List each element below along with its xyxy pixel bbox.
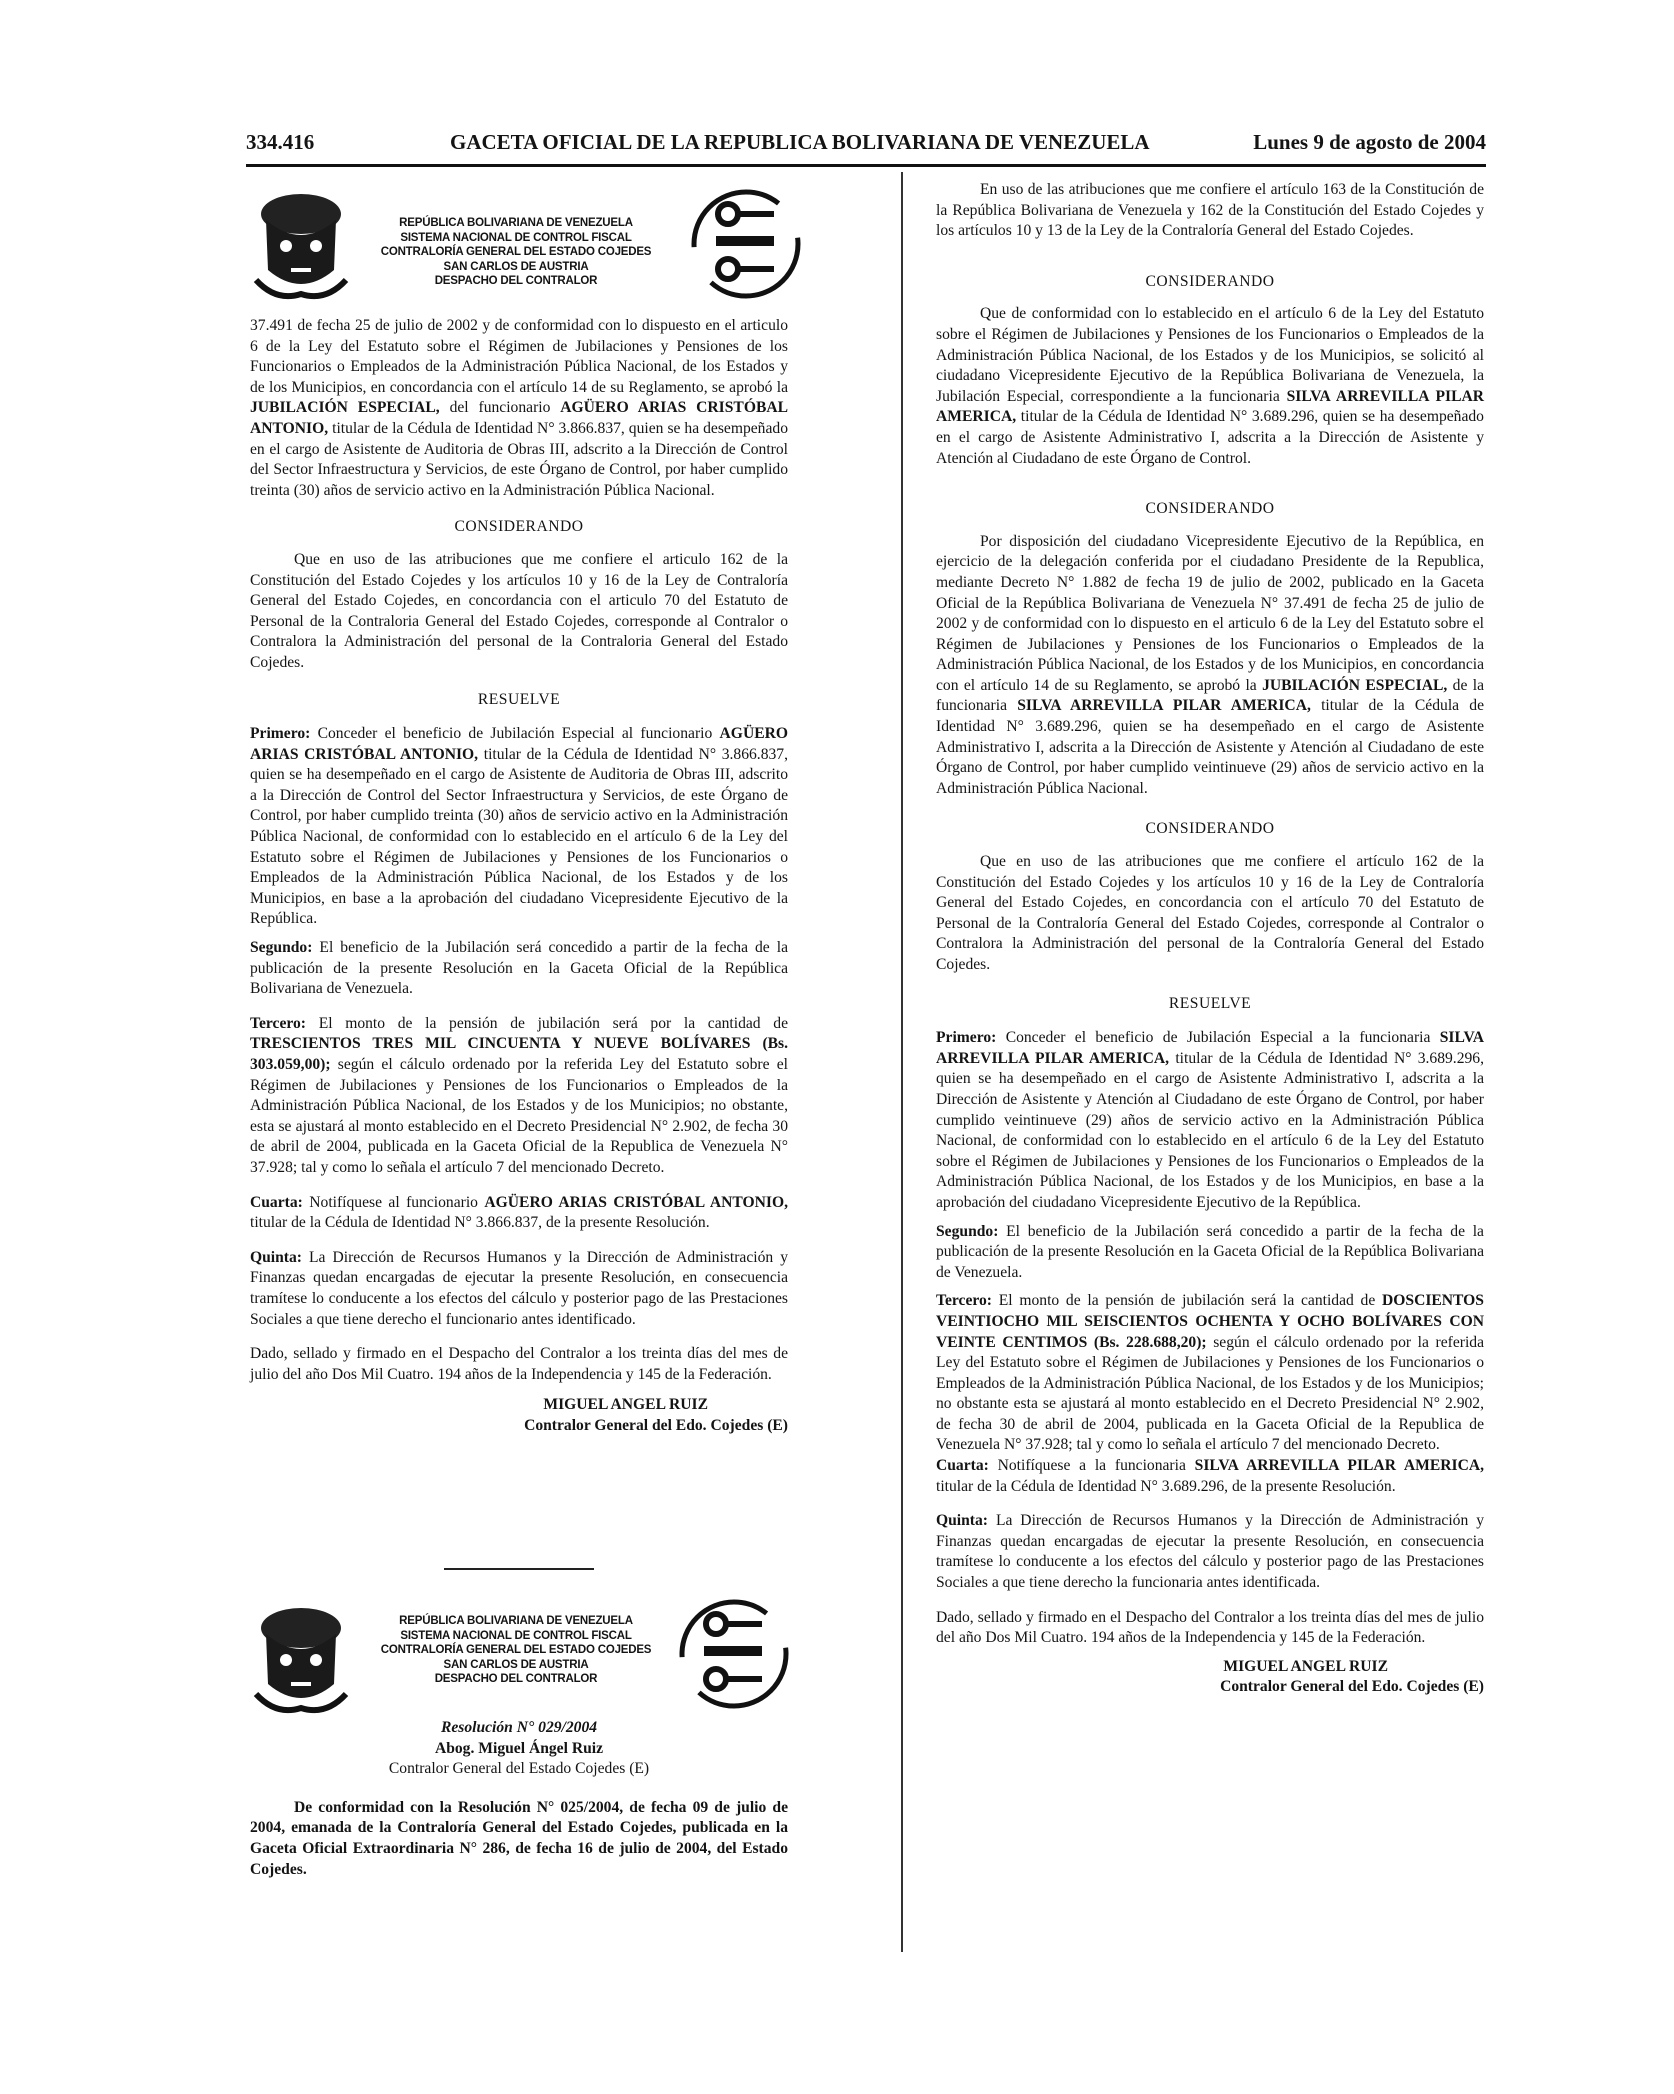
left-resuelve-heading: RESUELVE — [477, 690, 561, 708]
right-dado: Dado, sellado y firmado en el Despacho del Contralor a los treinta días del mes de julio del año Dos Mil Cuatro. 194 años de la Independencia y 145 de la Federación. — [936, 1608, 1484, 1647]
right-considerando-2-text: Por disposición del ciudadano Vicepresidente Ejecutivo de la República, en ejercicio de la delegación conferida por el ciudadano Presidente de la Republica, mediante Decreto N° 1.882 de fecha 19 de julio de 2002, publicado en la Gaceta Oficial de la República Bolivariana de Venezuela N° 37.491 de fecha 25 de julio de 2002 y de conformidad con lo dispuesto en el articulo 6 de la Ley del Estatuto sobre el Régimen de Jubilaciones y Pensiones de los Funcionarios o Empleados de la Administración Pública Nacional, de los Estados y de los Municipios, en concordancia con el artículo 14 de su Reglamento, se aprobó la JUBILACIÓN ESPECIAL, de la funcionaria SILVA ARREVILLA PILAR AMERICA, titular de la Cédula de Identidad N° 3.689.296, quien se ha desempeñado en el cargo de Asistente Administrativo I, adscrita a la Dirección de Asistente y Atención al Ciudadano de este Órgano de Control, por haber cumplido veintinueve (29) años de servicio activo en la Administración Pública Nacional. — [936, 532, 1485, 797]
seal-line-2: SISTEMA NACIONAL DE CONTROL FISCAL — [400, 1629, 632, 1642]
page-header — [246, 128, 1486, 167]
right-signature-title: Contralor General del Edo. Cojedes (E) — [1220, 1678, 1484, 1696]
left-intro: 37.491 de fecha 25 de julio de 2002 y de conformidad con lo dispuesto en el articulo 6 de la Ley del Estatuto sobre el Régimen de Jubilaciones y Pensiones de los Funcionarios o Empleados de la Administración Pública Nacional, de los Estados y de los Municipios, en concordancia con el artículo 14 de su Reglamento, se aprobó la JUBILACIÓN ESPECIAL, del funcionario AGÜERO ARIAS CRISTÓBAL ANTONIO, titular de la Cédula de Identidad N° 3.866.837, quien se ha desempeñado en el cargo de Asistente de Auditoria de Obras III, adscrito a la Dirección de Control del Sector Infraestructura y Servicios, de este Órgano de Control, por haber cumplido treinta (30) años de servicio activo en la Administración Pública Nacional. — [250, 317, 789, 499]
left-dado: Dado, sellado y firmado en el Despacho del Contralor a los treinta días del mes de julio del año Dos Mil Cuatro. 194 años de la Independencia y 145 de la Federación. — [250, 1345, 788, 1383]
fiscal-control-seal-icon — [688, 184, 804, 304]
left-segundo: Segundo: El beneficio de la Jubilación será concedido a partir de la fecha de la publicación de la presente Resolución en la Gaceta Oficial de la República Bolivariana de Venezuela. — [250, 939, 788, 998]
left-signature-title: Contralor General del Edo. Cojedes (E) — [524, 1416, 788, 1434]
section-divider — [444, 1568, 594, 1570]
left-cuarta: Cuarta: Notifíquese al funcionario AGÜERO ARIAS CRISTÓBAL ANTONIO, titular de la Cédula de Identidad N° 3.866.837, de la presente Resolución. — [250, 1193, 789, 1232]
seal-line-5: DESPACHO DEL CONTRALOR — [434, 275, 598, 287]
seal-line-3: CONTRALORÍA GENERAL DEL ESTADO COJEDES — [380, 246, 652, 258]
seal-line-4: SAN CARLOS DE AUSTRIA — [443, 1658, 589, 1671]
left-considerando-text: Que en uso de las atribuciones que me confiere el articulo 162 de la Constitución del Estado Cojedes y los artículos 10 y 16 de la Ley de Contraloría General del Estado Cojedes, en concordancia con el articulo 70 del Estatuto de Personal de la Contraloria General del Estado Cojedes, corresponde al Contralor o Contralora la Administración del personal de la Contraloria General del Estado Cojedes. — [250, 550, 788, 671]
coat-of-arms-icon — [246, 1594, 356, 1722]
left-considerando-heading: CONSIDERANDO — [454, 518, 584, 536]
publication-title: GACETA OFICIAL DE LA REPUBLICA BOLIVARIANA DE VENEZUELA — [450, 130, 1150, 154]
resolucion-number: Resolución N° 029/2004 — [440, 1719, 598, 1736]
abog-title: Contralor General del Estado Cojedes (E) — [388, 1760, 650, 1778]
right-considerando-3: CONSIDERANDO — [1145, 820, 1275, 838]
right-column — [936, 180, 1484, 1698]
seal-line-4: SAN CARLOS DE AUSTRIA — [443, 260, 589, 273]
left-primero: Primero: Conceder el beneficio de Jubilación Especial al funcionario AGÜERO ARIAS CRISTÓBAL ANTONIO, titular de la Cédula de Identidad N° 3.866.837, quien se ha desempeñado en el cargo de Asistente de Auditoria de Obras III, adscrito a la Dirección de Control del Sector Infraestructura y Servicios, de este Órgano de Control, por haber cumplido treinta (30) años de servicio activo en la Administración Pública Nacional, de conformidad con lo establecido en el artículo 6 de la Ley del Estatuto sobre el Régimen de Jubilaciones y Pensiones de los Funcionarios o Empleados de la Administración Pública Nacional, de los Estados y de los Municipios, en base a la aprobación del ciudadano Vicepresidente Ejecutivo de la República. — [250, 725, 788, 928]
left-final-text: De conformidad con la Resolución N° 025/2004, de fecha 09 de julio de 2004, emanada de la Contraloría General del Estado Cojedes, publicada en la Gaceta Oficial Extraordinaria N° 286, de fecha 16 de julio de 2004, del Estado Cojedes. — [250, 1798, 788, 1878]
left-tercero: Tercero: El monto de la pensión de jubilación será por la cantidad de TRESCIENTOS TRES MIL CINCUENTA Y NUEVE BOLÍVARES (Bs. 303.059,00); según el cálculo ordenado por la referida Ley del Estatuto sobre el Régimen de Jubilaciones y Pensiones de los Funcionarios o Empleados de la Administración Pública Nacional, de los Estados y de los Municipios; no obstante, esta se ajustará al monto establecido en el Decreto Presidencial N° 2.902, de fecha 30 de abril de 2004, publicada en la Gaceta Oficial de la Republica de Venezuela N° 37.928; tal y como lo señala el artículo 7 del mencionado Decreto. — [250, 1014, 788, 1176]
right-considerando-3-text: Que en uso de las atribuciones que me confiere el artículo 162 de la Constitución del Estado Cojedes y los artículos 10 y 16 de la Ley de Contraloría General del Estado Cojedes, en concordancia con el artículo 70 del Estatuto de Personal de la Contraloría General del Estado Cojedes, corresponde al Contralor o Contralora la Administración del personal de la Contraloría General del Estado Cojedes. — [936, 853, 1484, 973]
right-considerando-1-text: Que de conformidad con lo establecido en el artículo 6 de la Ley del Estatuto sobre el Régimen de Jubilaciones y Pensiones de los Funcionarios o Empleados de la Administración Pública Nacional, de los Estados y de los Municipios, se solicitó al ciudadano Vicepresidente Ejecutivo de la República Bolivariana de Venezuela, la Jubilación Especial, correspondiente a la funcionaria SILVA ARREVILLA PILAR AMERICA, titular de la Cédula de Identidad N° 3.689.296, quien se ha desempeñado en el cargo de Asistente Administrativo I, adscrita a la Dirección de Asistente y Atención al Ciudadano de este Órgano de Control. — [936, 305, 1484, 467]
right-quinta: Quinta: La Dirección de Recursos Humanos y la Dirección de Administración y Finanzas quedan encargadas de ejecutar la presente Resolución, en consecuencia tramítese lo conducente a los efectos del cálculo y posterior pago de las Prestaciones Sociales a que tiene derecho la funcionaria antes identificada. — [936, 1512, 1484, 1592]
publication-date: Lunes 9 de agosto de 2004 — [1253, 130, 1486, 154]
seal-line-2: SISTEMA NACIONAL DE CONTROL FISCAL — [400, 231, 632, 244]
left-quinta: Quinta: La Dirección de Recursos Humanos y la Dirección de Administración y Finanzas quedan encargadas de ejecutar la presente Resolución, en consecuencia tramítese lo conducente a los efectos del cálculo y posterior pago de las Prestaciones Sociales a que tiene derecho el funcionario antes identificado. — [250, 1248, 788, 1328]
seal-block-top — [246, 180, 806, 310]
page-number: 334.416 — [246, 130, 315, 154]
left-column-top — [250, 316, 788, 1437]
right-resuelve-heading: RESUELVE — [1168, 994, 1252, 1012]
column-divider — [901, 172, 903, 1952]
seal-line-1: REPÚBLICA BOLIVARIANA DE VENEZUELA — [399, 217, 633, 229]
abog-name: Abog. Miguel Ángel Ruiz — [434, 1739, 604, 1757]
fiscal-control-seal-icon — [676, 1594, 792, 1714]
right-tercero: Tercero: El monto de la pensión de jubilación será la cantidad de DOSCIENTOS VEINTIOCHO MIL SEISCIENTOS OCHENTA Y OCHO BOLÍVARES CON VEINTE CENTIMOS (Bs. 228.688,20); según el cálculo ordenado por la referida Ley del Estatuto sobre el Régimen de Jubilaciones y Pensiones de los Funcionarios o Empleados de la Administración Pública Nacional, de los Estados y de los Municipios; no obstante esta se ajustará al monto establecido en el Decreto Presidencial N° 2.902, de fecha 30 de abril de 2004, publicada en la Gaceta Oficial de la Republica de Venezuela N° 37.928; tal y como lo señala el artículo 7 del mencionado Decreto. — [936, 1292, 1484, 1454]
right-signature-name: MIGUEL ANGEL RUIZ — [1223, 1657, 1388, 1675]
right-cuarta: Cuarta: Notifíquese a la funcionaria SILVA ARREVILLA PILAR AMERICA, titular de la Cédula de Identidad N° 3.689.296, de la presente Resolución. — [936, 1457, 1484, 1495]
right-primero: Primero: Conceder el beneficio de Jubilación Especial a la funcionaria SILVA ARREVILLA PILAR AMERICA, titular de la Cédula de Identidad N° 3.689.296, quien se ha desempeñado en el cargo de Asistente Administrativo I, adscrita a la Dirección de Asistente y Atención al Ciudadano de este Órgano de Control, por haber cumplido veintinueve (29) años de servicio activo en la Administración Pública Nacional, de conformidad con lo establecido en el artículo 6 de la Ley del Estatuto sobre el Régimen de Jubilaciones y Pensiones de los Funcionarios o Empleados de la Administración Pública Nacional, de los Estados y de los Municipios, en base a la aprobación del ciudadano Vicepresidente Ejecutivo de la República. — [936, 1029, 1484, 1211]
seal-line-1: REPÚBLICA BOLIVARIANA DE VENEZUELA — [399, 1615, 633, 1627]
right-considerando-1: CONSIDERANDO — [1145, 272, 1275, 290]
left-signature-name: MIGUEL ANGEL RUIZ — [543, 1396, 708, 1414]
seal-line-5: DESPACHO DEL CONTRALOR — [434, 1673, 598, 1685]
coat-of-arms-icon — [246, 180, 356, 308]
right-considerando-2: CONSIDERANDO — [1145, 500, 1275, 518]
right-intro: En uso de las atribuciones que me confiere el artículo 163 de la Constitución de la República Bolivariana de Venezuela y 162 de la Constitución del Estado Cojedes y los artículos 10 y 13 de la Ley de la Contraloría General del Estado Cojedes. — [936, 181, 1484, 240]
right-segundo: Segundo: El beneficio de la Jubilación será concedido a partir de la fecha de la publicación de la presente Resolución en la Gaceta Oficial de la República Bolivariana de Venezuela. — [936, 1222, 1484, 1281]
seal-line-3: CONTRALORÍA GENERAL DEL ESTADO COJEDES — [380, 1644, 652, 1656]
seal-block-bottom — [246, 1594, 806, 1724]
left-column-bottom — [250, 1718, 788, 1880]
